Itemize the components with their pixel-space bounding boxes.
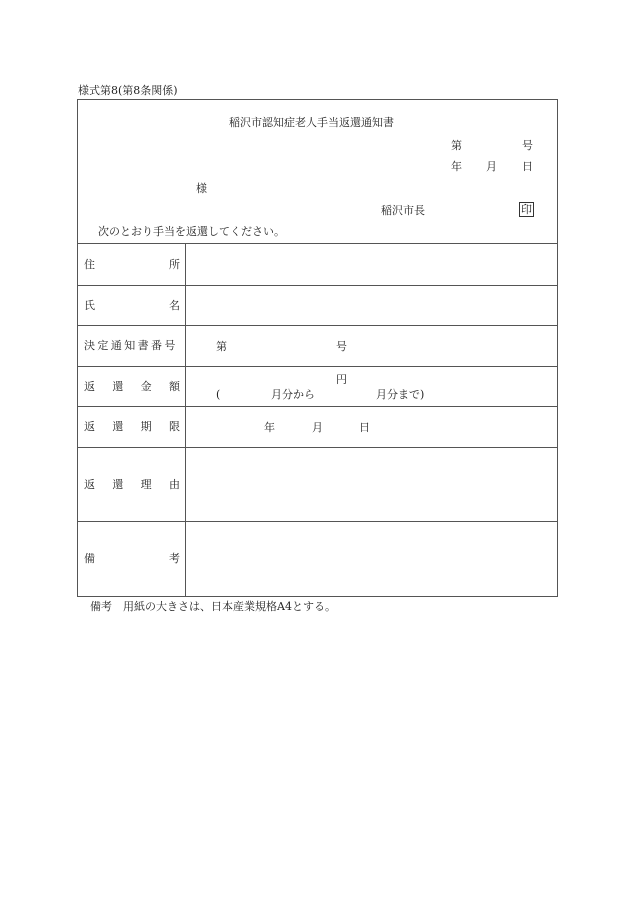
decision-number-prefix: 第 <box>216 340 227 353</box>
decision-number-label <box>78 325 180 366</box>
reason-label-char: 理 <box>140 477 152 491</box>
remarks-label-char: 備 <box>84 552 95 565</box>
deadline-year: 年 <box>264 421 275 434</box>
document-title: 稲沢市認知症老人手当返還通知書 <box>229 116 394 129</box>
amount-yen: 円 <box>336 373 347 386</box>
name-label <box>78 285 180 325</box>
amount-to-text: 月分まで) <box>376 388 425 401</box>
date-month: 月 <box>486 160 497 173</box>
date-day: 日 <box>522 160 533 173</box>
remarks-label <box>78 521 180 596</box>
date-year: 年 <box>451 160 462 173</box>
address-label-char: 所 <box>169 258 180 271</box>
reason-label <box>78 447 180 521</box>
instruction-text: 次のとおり手当を返還してください。 <box>98 225 285 238</box>
amount-label-char: 額 <box>168 379 180 393</box>
address-label <box>78 244 180 285</box>
amount-open-paren: ( <box>216 388 221 401</box>
amount-label-char: 返 <box>84 379 95 393</box>
reason-label-char: 由 <box>168 477 180 491</box>
deadline-label-char: 限 <box>168 420 180 433</box>
number-prefix: 第 <box>451 139 462 152</box>
issuer-name: 稲沢市長 <box>381 204 425 217</box>
amount-label-char: 還 <box>112 379 124 393</box>
remarks-label-char: 考 <box>169 552 180 565</box>
deadline-month: 月 <box>312 421 323 434</box>
seal-char: 印 <box>521 203 532 216</box>
deadline-label-char: 返 <box>84 420 95 433</box>
seal-mark <box>519 202 534 217</box>
deadline-label <box>78 406 180 447</box>
amount-label-char: 金 <box>140 379 152 393</box>
amount-from-text: 月分から <box>271 388 315 401</box>
address-label-char: 住 <box>84 258 95 271</box>
label-column-divider <box>185 244 186 596</box>
deadline-day: 日 <box>359 421 370 434</box>
name-label-char: 氏 <box>84 298 95 312</box>
decision-number-suffix: 号 <box>336 340 347 353</box>
details-table <box>77 243 558 597</box>
name-label-char: 名 <box>169 298 180 312</box>
reason-label-char: 返 <box>84 477 95 491</box>
footnote: 備考 用紙の大きさは、日本産業規格A4とする。 <box>90 600 336 613</box>
amount-label <box>78 366 180 406</box>
addressee-suffix: 様 <box>196 182 207 195</box>
deadline-label-char: 還 <box>112 420 124 433</box>
deadline-label-char: 期 <box>140 420 152 433</box>
decision-number-label-text: 決定通知書番号 <box>84 339 178 352</box>
form-label: 様式第8(第8条関係) <box>78 84 178 97</box>
reason-label-char: 還 <box>112 477 124 491</box>
notice-header-section <box>77 99 558 244</box>
number-suffix: 号 <box>522 139 533 152</box>
